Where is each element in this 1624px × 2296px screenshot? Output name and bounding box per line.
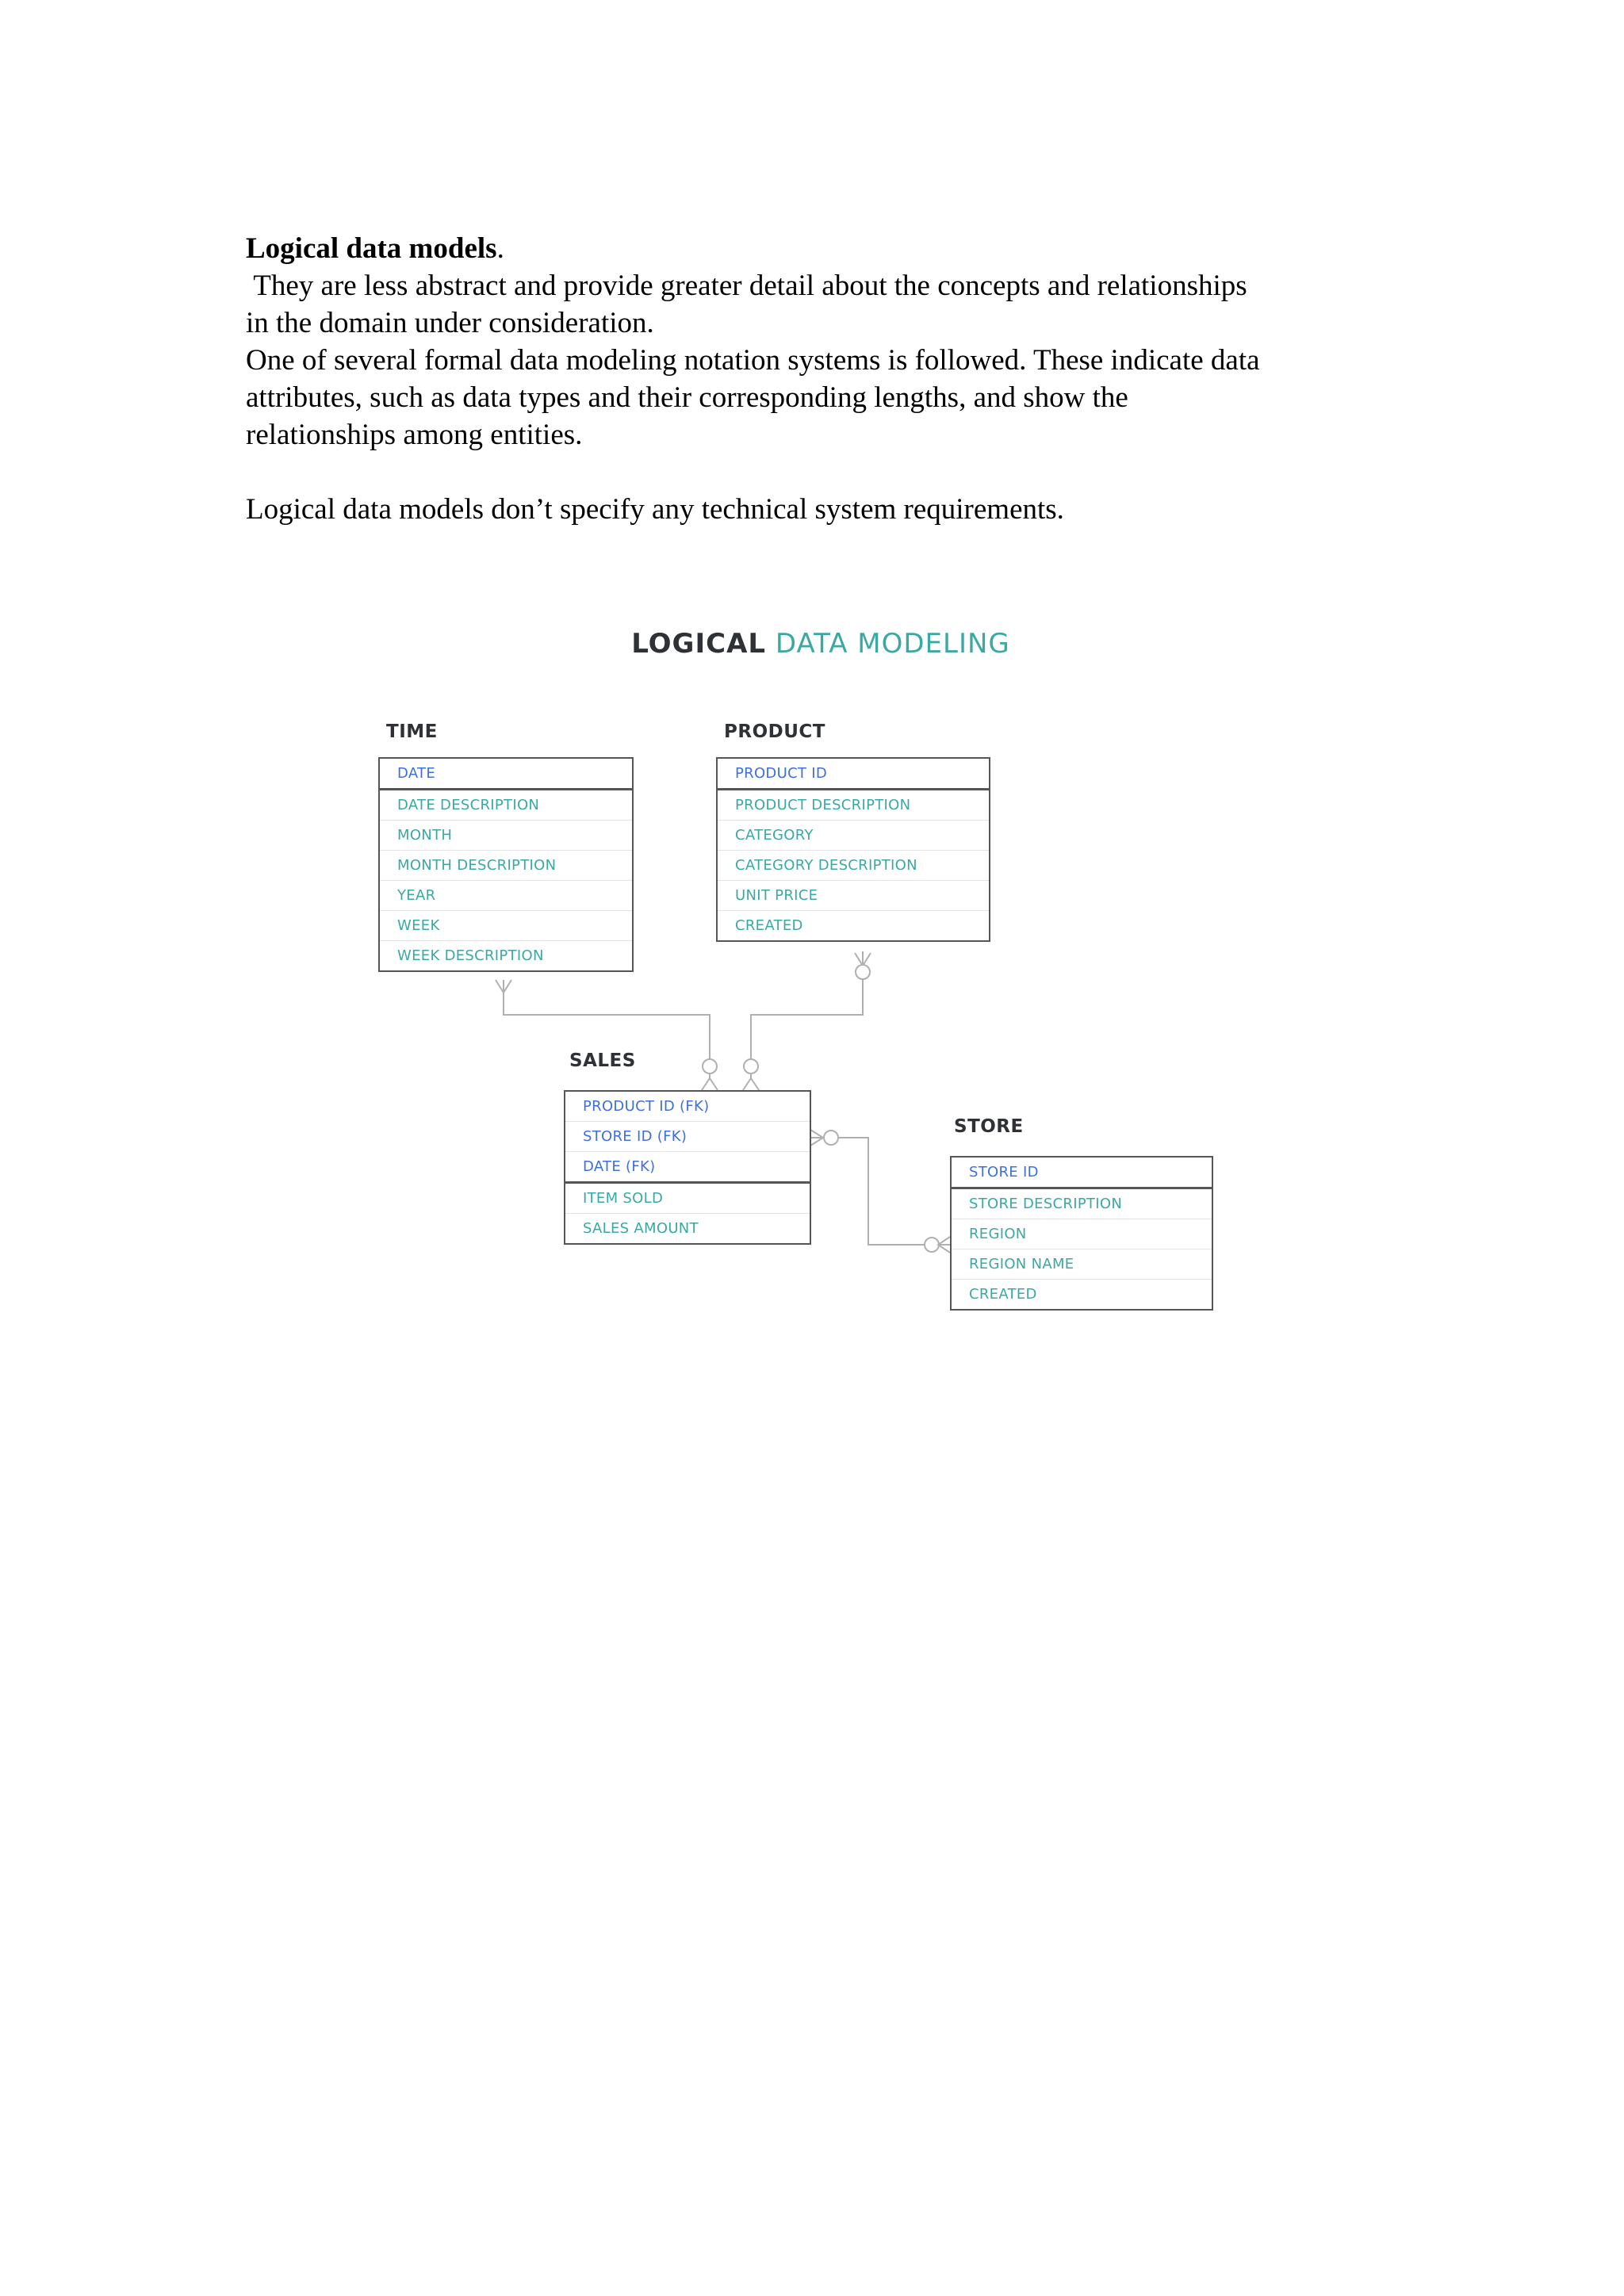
entity-attribute: CREATED: [969, 1286, 1037, 1303]
entity-attribute: DATE DESCRIPTION: [380, 790, 632, 821]
entity-key: STORE ID: [952, 1158, 1212, 1189]
product-sales-crowfoot: [743, 1078, 759, 1090]
paragraph-3: Logical data models don’t specify any technical system requirements.: [246, 493, 1064, 526]
paragraph-1-line-2: in the domain under consideration.: [246, 307, 654, 339]
paragraph-2-line-1: One of several formal data modeling notation systems is followed. These indicate data: [246, 344, 1260, 377]
entity-attribute: PRODUCT DESCRIPTION: [718, 790, 989, 821]
entity-time-label: TIME: [386, 721, 438, 742]
entity-attribute: SALES AMOUNT: [583, 1220, 699, 1237]
product-sales-optional-mark: [744, 1059, 758, 1073]
product-sales-connector: [751, 951, 863, 1078]
entity-key: PRODUCT ID (FK): [565, 1092, 810, 1122]
entity-product: [716, 757, 990, 942]
entity-attribute: UNIT PRICE: [718, 881, 989, 911]
paragraph-gap: [246, 453, 1396, 491]
entity-attribute: REGION NAME: [952, 1249, 1212, 1280]
sales-store-connector: [810, 1138, 950, 1245]
section-heading: Logical data models: [246, 232, 497, 265]
diagram-title-bold: LOGICAL: [631, 628, 767, 660]
paragraph-1-line-1: They are less abstract and provide greater detail about the concepts and relationships: [246, 270, 1247, 302]
entity-sales: [564, 1090, 811, 1245]
entity-attribute: WEEK DESCRIPTION: [397, 947, 544, 964]
sales-optional-mark: [824, 1131, 838, 1145]
entity-store-label: STORE: [954, 1116, 1024, 1137]
entity-attribute: WEEK: [380, 911, 632, 941]
heading-line: [246, 230, 1396, 267]
diagram-title-rest: DATA MODELING: [766, 628, 1010, 660]
product-optional-mark: [856, 965, 870, 979]
entity-time: [378, 757, 634, 972]
entity-key: STORE ID (FK): [565, 1122, 810, 1152]
heading-period: .: [496, 232, 504, 265]
entity-attribute: MONTH: [380, 821, 632, 851]
entity-attribute: REGION: [952, 1219, 1212, 1249]
er-diagram: [361, 618, 1281, 1356]
entity-attribute: CREATED: [735, 917, 803, 934]
entity-attribute: CATEGORY DESCRIPTION: [718, 851, 989, 881]
entity-key: DATE (FK): [565, 1152, 810, 1184]
entity-attribute: STORE DESCRIPTION: [952, 1189, 1212, 1219]
entity-attribute: YEAR: [380, 881, 632, 911]
entity-product-label: PRODUCT: [724, 721, 825, 742]
entity-attribute: MONTH DESCRIPTION: [380, 851, 632, 881]
document-text: [246, 230, 1396, 528]
entity-key: PRODUCT ID: [718, 759, 989, 790]
entity-store: [950, 1156, 1213, 1311]
paragraph-2-line-3: relationships among entities.: [246, 419, 583, 451]
entity-attribute: CATEGORY: [718, 821, 989, 851]
time-sales-crowfoot: [702, 1078, 718, 1090]
entity-key: DATE: [380, 759, 632, 790]
entity-sales-label: SALES: [569, 1050, 636, 1071]
entity-attribute: ITEM SOLD: [565, 1184, 810, 1214]
paragraph-2-line-2: attributes, such as data types and their corresponding lengths, and show the: [246, 381, 1128, 414]
time-sales-optional-mark: [703, 1059, 717, 1073]
